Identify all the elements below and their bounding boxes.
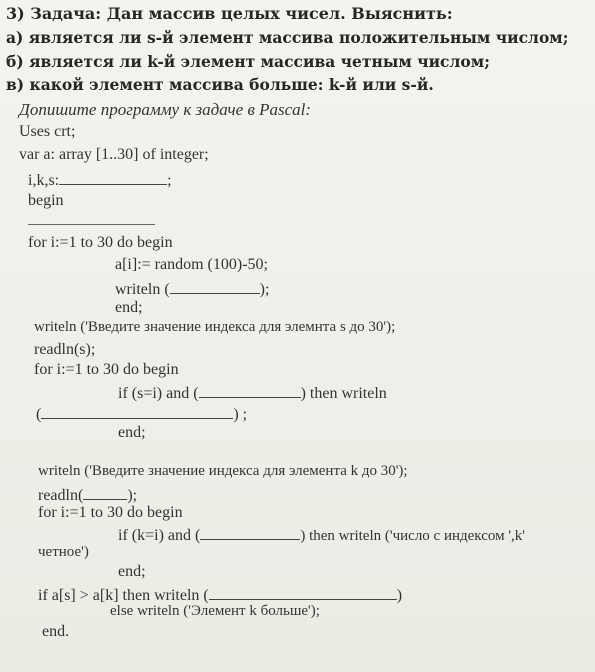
code-line-begin: begin [28, 192, 64, 209]
task-heading: 3) Задача: Дан массив целых чисел. Выяснить: [6, 4, 453, 23]
fill-in-blank[interactable] [199, 383, 301, 398]
code-line-writeln-arg [36, 404, 247, 423]
task-item-b: б) является ли k-й элемент массива четным числом; [6, 52, 490, 71]
code-text: if (k=i) and ( [118, 527, 201, 544]
code-line-if-s [118, 383, 387, 402]
code-line-writeln-k: writeln ('Введите значение индекса для элемента k до 30'); [38, 463, 408, 479]
code-line-end-3: end; [118, 563, 146, 580]
code-text: if a[s] > a[k] then writeln ( [38, 587, 209, 604]
code-line-else: else writeln ('Элемент k больше'); [110, 603, 320, 619]
code-text: writeln ( [115, 281, 170, 298]
code-text: i,k,s: [28, 172, 60, 189]
code-line-end-1: end; [115, 299, 143, 316]
code-text: ); [259, 281, 270, 298]
code-text: ; [167, 172, 172, 189]
code-line-even: четное') [38, 544, 89, 560]
code-line-if-compare [38, 585, 402, 604]
fill-in-blank[interactable] [200, 525, 300, 540]
task-item-a: а) является ли s-й элемент массива положительным числом; [6, 28, 569, 47]
task-item-c: в) какой элемент массива больше: k-й или s-й. [6, 75, 434, 94]
fill-in-blank[interactable] [28, 224, 155, 225]
code-text: ); [127, 487, 138, 504]
fill-in-blank[interactable] [41, 404, 233, 419]
code-line-end-2: end; [118, 424, 146, 441]
code-text: readln( [38, 487, 84, 504]
code-text: ) [396, 587, 403, 604]
code-text: ) ; [233, 406, 248, 423]
code-line-for-1: for i:=1 to 30 do begin [28, 234, 173, 251]
fill-in-blank[interactable] [83, 485, 127, 500]
code-text: ( [36, 406, 42, 423]
code-line-end-program: end. [42, 623, 70, 640]
instruction: Допишите программу к задаче в Pascal: [19, 100, 312, 119]
fill-in-blank[interactable] [209, 585, 397, 600]
code-line-for-3: for i:=1 to 30 do begin [38, 504, 183, 521]
code-line-writeln-s: writeln ('Введите значение индекса для элемнта s до 30'); [34, 319, 396, 335]
code-text: ) then writeln ('число с индексом ',k' [300, 528, 525, 544]
code-line-readln-k [38, 485, 137, 504]
code-line-random: a[i]:= random (100)-50; [115, 256, 268, 273]
code-text: if (s=i) and ( [118, 385, 199, 402]
code-line-for-2: for i:=1 to 30 do begin [34, 361, 179, 378]
code-line-writeln-1 [115, 279, 269, 298]
code-line-decl [28, 170, 172, 189]
code-line-readln-s: readln(s); [34, 341, 96, 358]
code-line-uses: Uses crt; [19, 123, 76, 140]
code-line-var: var a: array [1..30] of integer; [19, 146, 209, 163]
code-line-if-k [118, 525, 525, 544]
fill-in-blank[interactable] [59, 170, 167, 185]
fill-in-blank[interactable] [170, 279, 260, 294]
code-text: ) then writeln [300, 385, 387, 402]
